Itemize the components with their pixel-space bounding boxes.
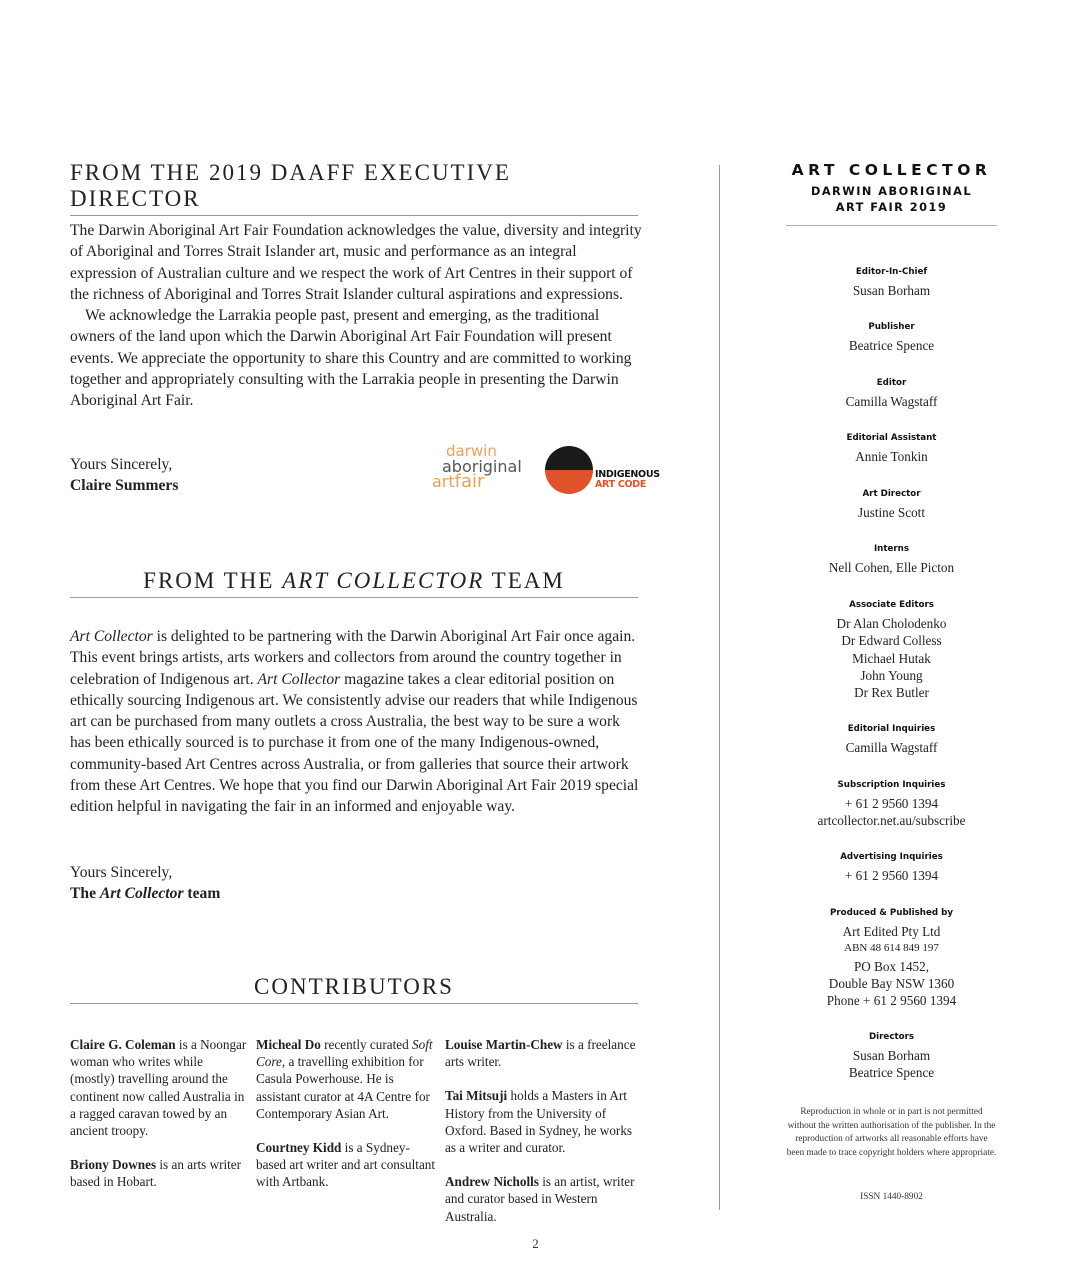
indigenous-art-code-logo bbox=[545, 446, 660, 496]
contributor-entry: Briony Downes is an arts writer based in Hobart. bbox=[70, 1157, 242, 1190]
team-signoff-block bbox=[70, 862, 642, 905]
indigenous-art-code-circle-icon bbox=[545, 446, 593, 494]
masthead-subtitle: DARWIN ABORIGINAL ART FAIR 2019 bbox=[810, 185, 973, 214]
copyright-notice: Reproduction in whole or in part is not permitted without the written authorisation of the publisher. In the reproduction of artworks all reasonable efforts have been made to trace copyright holders where appropriate. bbox=[786, 1107, 997, 1158]
masthead-rule bbox=[786, 225, 997, 226]
team-message bbox=[70, 626, 642, 818]
contributors-column-1 bbox=[70, 1036, 250, 1208]
contributor-entry: Andrew Nicholls is an artist, writer and curator based in Western Australia. bbox=[445, 1174, 635, 1224]
contributor-entry: Louise Martin-Chew is a freelance arts writer. bbox=[445, 1037, 636, 1070]
credit-editor: Editor Camilla Wagstaff bbox=[845, 378, 938, 409]
director-signature: Claire Summers bbox=[70, 477, 179, 495]
director-message bbox=[70, 220, 642, 412]
contributor-entry: Courtney Kidd is a Sydney-based art writer and art consultant with Artbank. bbox=[256, 1140, 436, 1190]
credit-publisher: Publisher Beatrice Spence bbox=[848, 322, 935, 353]
team-signature: The Art Collector team bbox=[70, 885, 221, 903]
contributors-column-2 bbox=[256, 1036, 436, 1208]
contributors-column-3 bbox=[445, 1036, 640, 1242]
team-signoff: Yours Sincerely, bbox=[70, 864, 173, 881]
director-signoff: Yours Sincerely, bbox=[70, 456, 173, 473]
page-number: 2 bbox=[532, 1236, 539, 1251]
team-heading: FROM THE ART COLLECTOR TEAM bbox=[70, 568, 638, 598]
director-heading: FROM THE 2019 DAAFF EXECUTIVE DIRECTOR bbox=[70, 160, 638, 216]
credit-editorial-inquiries: Editorial Inquiries Camilla Wagstaff bbox=[845, 724, 938, 755]
darwin-aboriginal-art-fair-logo bbox=[430, 444, 520, 494]
logo-word-aboriginal: aboriginal bbox=[442, 457, 522, 476]
credit-directors: Directors Susan Borham Beatrice Spence bbox=[848, 1032, 935, 1081]
contributor-entry: Claire G. Coleman is a Noongar woman who writes while (mostly) travelling around the continent now called Australia in a ragged caravan towed by an ancient troopy. bbox=[70, 1037, 247, 1139]
director-paragraph-2: We acknowledge the Larrakia people past, present and emerging, as the traditional owners of the land upon which the Darwin Aboriginal Art Fair Foundation will present events. We appreciate the opportunity to share this Country and are committed to working together and appropriately consulting with the Larrakia people in presenting the Darwin Aboriginal Art Fair. bbox=[70, 307, 632, 410]
team-paragraph: Art Collector is delighted to be partnering with the Darwin Aboriginal Art Fair once again. This event brings artists, arts workers and collectors from around the country together in celebration of Indigenous art. Art Collector magazine takes a clear editorial position on ethically sourcing Indigenous art. We consistently advise our readers that while Indigenous art can be purchased from many outlets a cross Australia, the best way to be sure a work has been ethically sourced is to purchase it from one of the many Indigenous-owned, community-based Art Centres across Australia, or from galleries that source their artwork from these Art Centres. We hope that you find our Darwin Aboriginal Art Fair 2019 special edition helpful in navigating the fair in an informed and enjoyable way. bbox=[70, 628, 639, 816]
indigenous-art-code-wordmark: INDIGENOUS ART CODE bbox=[595, 469, 660, 490]
contributor-entry: Micheal Do recently curated Soft Core, a travelling exhibition for Casula Powerhouse. He is assistant curator at 4A Centre for Contemporary Asian Art. bbox=[256, 1037, 433, 1121]
contributor-entry: Tai Mitsuji holds a Masters in Art History from the University of Oxford. Based in Sydney, he works as a writer and curator. bbox=[445, 1088, 633, 1156]
credit-associate-editors: Associate Editors Dr Alan Cholodenko Dr Edward Colless Michael Hutak John Young Dr Rex Butler bbox=[836, 600, 947, 701]
contributors-heading: CONTRIBUTORS bbox=[70, 974, 638, 1004]
issn-number: ISSN 1440-8902 bbox=[860, 1192, 923, 1202]
credit-subscription-inquiries: Subscription Inquiries + 61 2 9560 1394 artcollector.net.au/subscribe bbox=[817, 780, 966, 829]
logo-word-art-fair: artfair bbox=[432, 471, 485, 492]
masthead-title: ART COLLECTOR bbox=[791, 161, 992, 179]
logo-word-darwin: darwin bbox=[446, 442, 497, 460]
credit-produced-published-by: Produced & Published by Art Edited Pty Ltd ABN 48 614 849 197 PO Box 1452, Double Bay NSW 1360 Phone + 61 2 9560 1394 bbox=[826, 908, 957, 1009]
credit-editorial-assistant: Editorial Assistant Annie Tonkin bbox=[846, 433, 937, 464]
credit-editor-in-chief: Editor-In-Chief Susan Borham bbox=[852, 267, 931, 298]
column-divider bbox=[719, 165, 720, 1210]
credit-art-director: Art Director Justine Scott bbox=[857, 489, 926, 520]
credit-interns: Interns Nell Cohen, Elle Picton bbox=[828, 544, 955, 575]
director-paragraph-1: The Darwin Aboriginal Art Fair Foundation acknowledges the value, diversity and integrity of Aboriginal and Torres Strait Islander art, music and performance as an integral expression of Australian culture and we respect the work of Art Centres in their support of the richness of Aboriginal and Torres Strait Islander cultural aspirations and expressions. bbox=[70, 222, 642, 303]
credit-advertising-inquiries: Advertising Inquiries + 61 2 9560 1394 bbox=[840, 852, 943, 883]
